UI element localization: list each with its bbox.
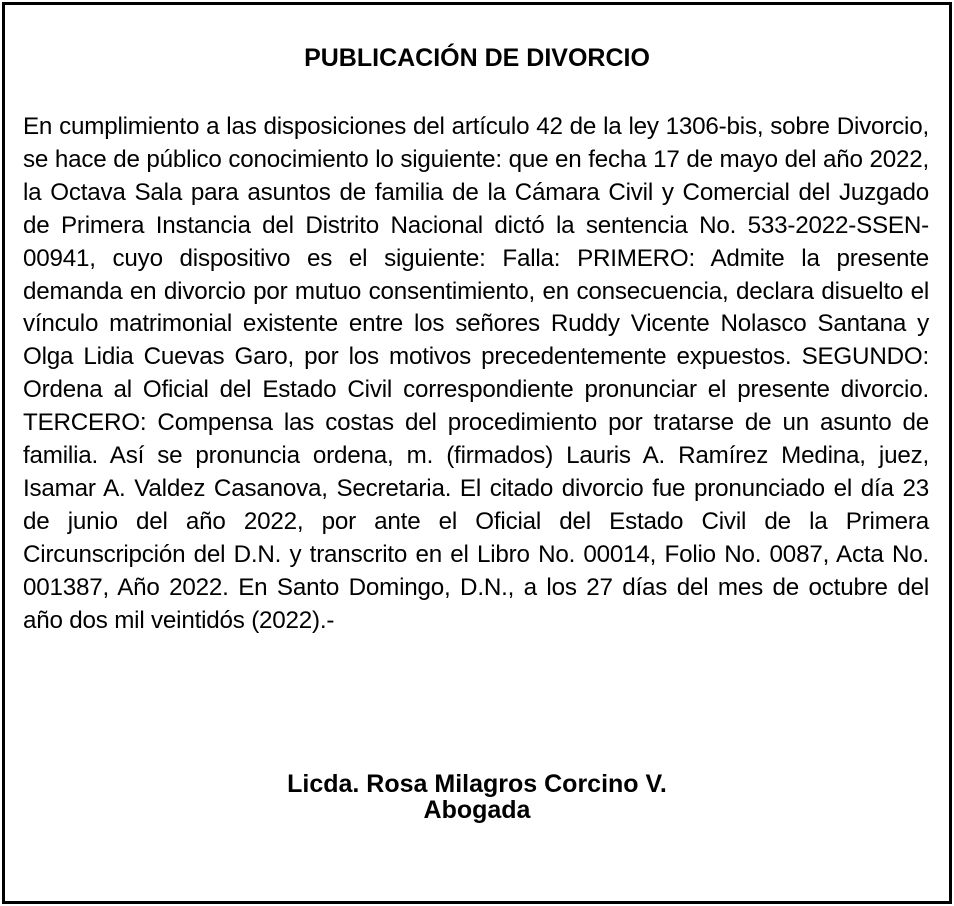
notice-title: PUBLICACIÓN DE DIVORCIO <box>304 44 650 72</box>
signature-name: Licda. Rosa Milagros Corcino V. <box>287 770 667 798</box>
notice-body: En cumplimiento a las disposiciones del artículo 42 de la ley 1306-bis, sobre Divorcio, se hace de público conocimiento lo siguiente: que en fecha 17 de mayo del año 2022, la Octava Sala para asuntos de familia de la Cámara Civil y Comercial del Juzgado de Primera Instancia del Distrito Nacional dictó la sentencia No. 533-2022-SSEN-00941, cuyo dispositivo es el siguiente: Falla: PRIMERO: Admite la presente demanda en divorcio por mutuo consentimiento, en consecuencia, declara disuelto el vínculo matrimonial existente entre los señores Ruddy Vicente Nolasco Santana y Olga Lidia Cuevas Garo, por los motivos precedentemente expuestos. SEGUNDO: Ordena al Oficial del Estado Civil correspondiente pronunciar el presente divorcio. TERCERO: Compensa las costas del procedimiento por tratarse de un asunto de familia. Así se pronuncia ordena, m. (firmados) Lauris A. Ramírez Medina, juez, Isamar A. Valdez Casanova, Secretaria. El citado divorcio fue pronunciado el día 23 de junio del año 2022, por ante el Oficial del Estado Civil de la Primera Circunscripción del D.N. y transcrito en el Libro No. 00014, Folio No. 0087, Acta No. 001387, Año 2022. En Santo Domingo, D.N., a los 27 días del mes de octubre del año dos mil veintidós (2022).- <box>23 113 929 634</box>
signature-block <box>5 771 949 823</box>
signature-role: Abogada <box>423 796 531 824</box>
divorce-notice <box>2 2 952 904</box>
